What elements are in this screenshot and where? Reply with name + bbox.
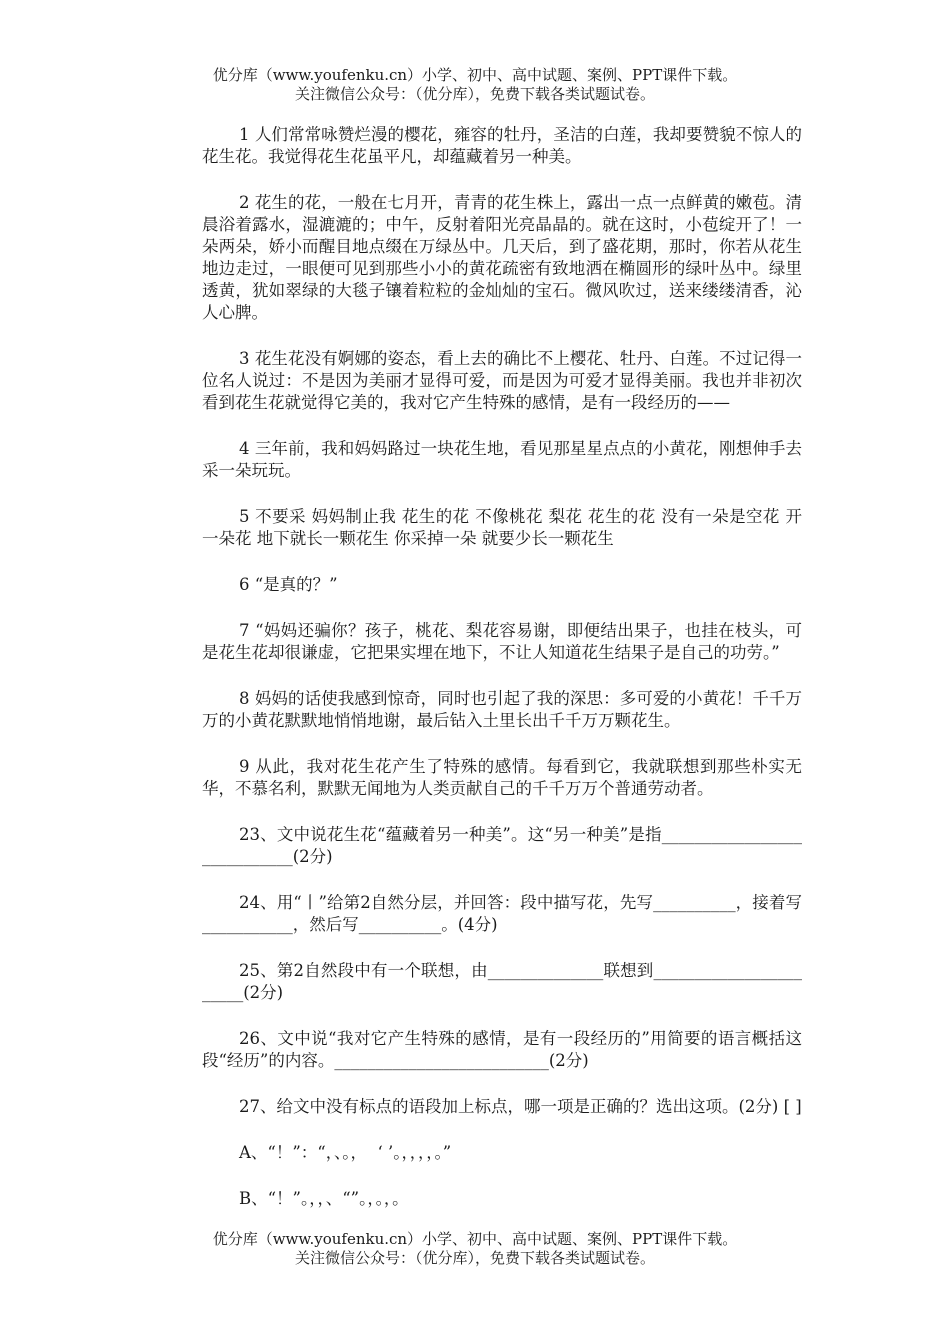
header-line-2: 关注微信公众号：（优分库），免费下载各类试题试卷。 <box>294 85 655 103</box>
footer-line-2: 关注微信公众号：（优分库），免费下载各类试题试卷。 <box>294 1249 655 1267</box>
paragraph-5: 5 不要采 妈妈制止我 花生的花 不像桃花 梨花 花生的花 没有一朵是空花 开一朵花 地下就长一颗花生 你采掉一朵 就要少长一颗花生 <box>202 507 802 548</box>
paragraph-9: 9 从此，我对花生花产生了特殊的感情。每看到它，我就联想到那些朴实无华，不慕名利，默默无闻地为人类贡献自己的千千万万个普通劳动者。 <box>202 757 802 798</box>
document-body <box>202 124 802 1234</box>
question-24: 24、用“丨”给第2自然分层，并回答：段中描写花，先写__________，接着写___________，然后写__________。(4分) <box>202 893 802 934</box>
question-25: 25、第2自然段中有一个联想，由______________联想到_______________________(2分) <box>202 961 802 1002</box>
paragraph-1: 1 人们常常咏赞烂漫的樱花，雍容的牡丹，圣洁的白莲，我却要赞貌不惊人的花生花。我觉得花生花虽平凡，却蕴藏着另一种美。 <box>202 125 802 166</box>
header-line-1: 优分库（www.youfenku.cn）小学、初中、高中试题、案例、PPT课件下载。 <box>212 66 738 84</box>
paragraph-7: 7 “妈妈还骗你？孩子，桃花、梨花容易谢，即便结出果子，也挂在枝头，可是花生花却很谦虚，它把果实埋在地下，不让人知道花生结果子是自己的功劳。” <box>202 621 802 662</box>
option-a: A、“！”：“，、。， ‘ ’。，，，，。” <box>239 1143 452 1162</box>
paragraph-3: 3 花生花没有婀娜的姿态，看上去的确比不上樱花、牡丹、白莲。不过记得一位名人说过：不是因为美丽才显得可爱，而是因为可爱才显得美丽。我也并非初次看到花生花就觉得它美的，我对它产生特殊的感情，是有一段经历的—— <box>202 349 802 412</box>
question-27: 27、给文中没有标点的语段加上标点，哪一项是正确的？选出这项。(2分) [ ] <box>239 1097 802 1116</box>
question-26: 26、文中说“我对它产生特殊的感情，是有一段经历的”用简要的语言概括这段“经历”的内容。__________________________(2分) <box>202 1029 802 1070</box>
paragraph-4: 4 三年前，我和妈妈路过一块花生地，看见那星星点点的小黄花，刚想伸手去采一朵玩玩。 <box>202 439 802 480</box>
page-header <box>0 66 950 104</box>
paragraph-2: 2 花生的花，一般在七月开，青青的花生株上，露出一点一点鲜黄的嫩苞。清晨浴着露水，湿漉漉的；中午，反射着阳光亮晶晶的。就在这时，小苞绽开了！一朵两朵，娇小而醒目地点缀在万绿丛中。几天后，到了盛花期，那时，你若从花生地边走过，一眼便可见到那些小小的黄花疏密有致地洒在椭圆形的绿叶丛中。绿里透黄，犹如翠绿的大毯子镶着粒粒的金灿灿的宝石。微风吹过，送来缕缕清香，沁人心脾。 <box>202 193 802 322</box>
footer-line-1: 优分库（www.youfenku.cn）小学、初中、高中试题、案例、PPT课件下载。 <box>212 1230 738 1248</box>
question-23: 23、文中说花生花“蕴藏着另一种美”。这“另一种美”是指____________________________(2分) <box>202 825 802 866</box>
option-b: B、“！”。，，、“”。，。，。 <box>239 1189 409 1208</box>
page-footer <box>0 1230 950 1268</box>
paragraph-6: 6 “是真的？” <box>239 575 338 594</box>
paragraph-8: 8 妈妈的话使我感到惊奇，同时也引起了我的深思：多可爱的小黄花！千千万万的小黄花默默地悄悄地谢，最后钻入土里长出千千万万颗花生。 <box>202 689 802 730</box>
